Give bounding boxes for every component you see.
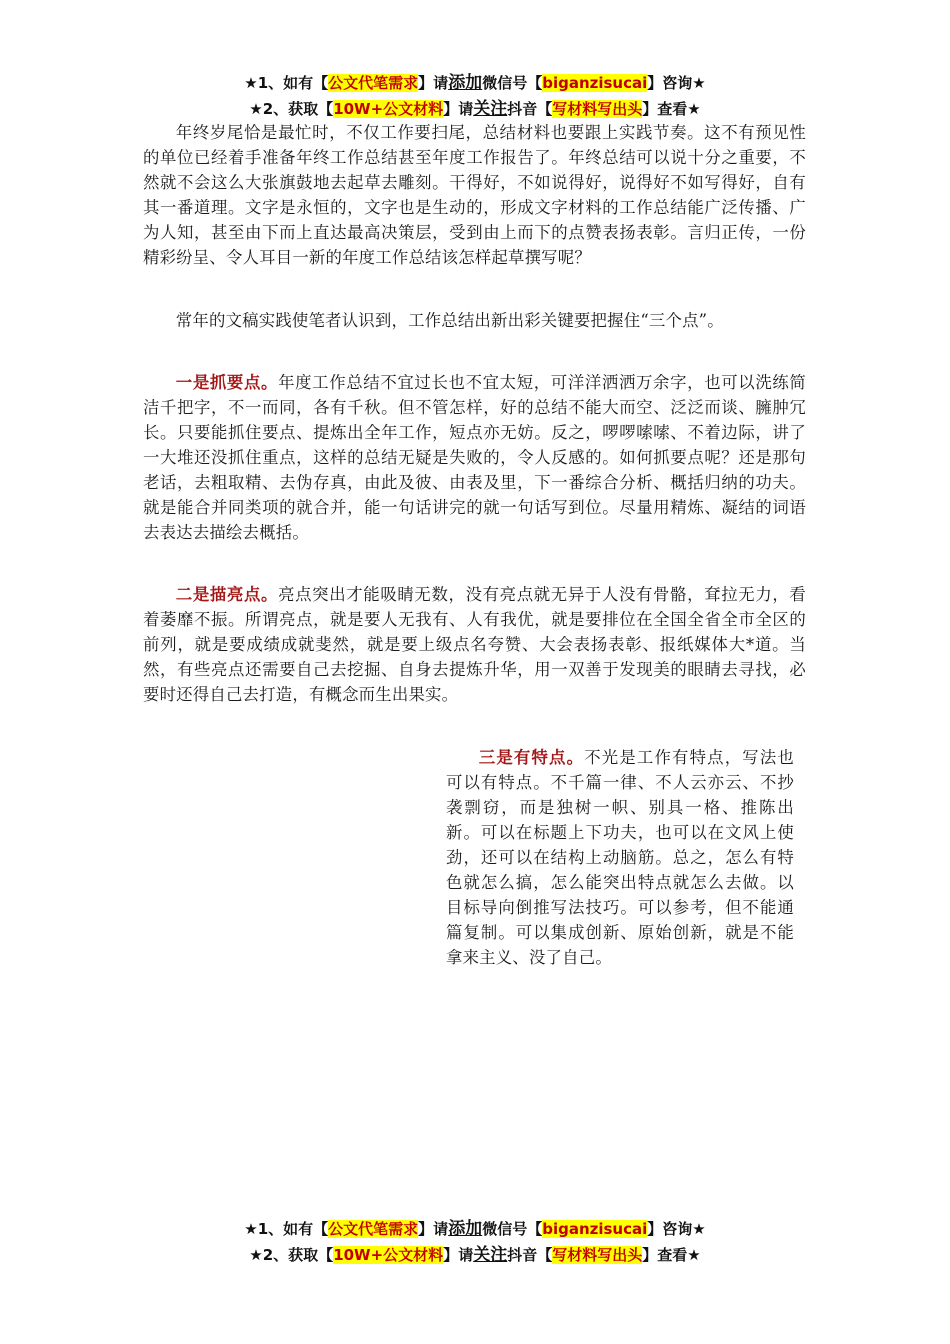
promo-text: 】咨询★	[647, 74, 706, 92]
promo-text: 】查看★	[642, 1246, 701, 1264]
promo-line-2	[0, 96, 950, 122]
promo-text: 微信号【	[482, 74, 543, 92]
promo-text: ★1、如有【	[244, 74, 329, 92]
promo-emphasis: 添加	[448, 73, 483, 93]
promo-line-2	[0, 1242, 950, 1268]
promo-line-1	[0, 1216, 950, 1242]
promo-text: ★2、获取【	[249, 1246, 334, 1264]
point-three-heading: 三是有特点。	[478, 748, 585, 767]
promo-emphasis: 关注	[473, 1245, 508, 1265]
intro-paragraph: 年终岁尾恰是最忙时，不仅工作要扫尾，总结材料也要跟上实践节奏。这不有预见性的单位已经着手准备年终工作总结甚至年度工作报告了。年终总结可以说十分之重要，不然就不会这么大张旗鼓地去起草去雕刻。干得好，不如说得好，说得好不如写得好，自有其一番道理。文字是永恒的，文字也是生动的，形成文字材料的工作总结能广泛传播、广为人知，甚至由下而上直达最高决策层，受到由上而下的点赞表扬表彰。言归正传，一份精彩纷呈、令人耳目一新的年度工作总结该怎样起草撰写呢？	[143, 123, 806, 267]
point-one-body: 年度工作总结不宜过长也不宜太短，可洋洋洒洒万余字，也可以洗练简洁千把字，不一而同，各有千秋。但不管怎样，好的总结不能大而空、泛泛而谈、臃肿冗长。只要能抓住要点、提炼出全年工作，短点亦无妨。反之，啰啰嗦嗦、不着边际，讲了一大堆还没抓住重点，这样的总结无疑是失败的，令人反感的。如何抓要点呢？还是那句老话，去粗取精、去伪存真，由此及彼、由表及里，下一番综合分析、概括归纳的功夫。就是能合并同类项的就合并，能一句话讲完的就一句话写到位。尽量用精炼、凝结的词语去表达去描绘去概括。	[143, 373, 807, 542]
promo-line-1	[0, 70, 950, 96]
point-two-heading: 二是描亮点。	[175, 585, 279, 604]
promo-text: 】请	[443, 1246, 474, 1264]
promo-text: 】请	[418, 1220, 449, 1238]
point-three-body: 不光是工作有特点，写法也可以有特点。不千篇一律、不人云亦云、不抄袭剽窃，而是独树一帜、别具一格、推陈出新。可以在标题上下功夫，也可以在文风上使劲，还可以在结构上动脑筋。总之，怎么有特色就怎么搞，怎么能突出特点就怎么去做。以目标导向倒推写法技巧。可以参考，但不能通篇复制。可以集成创新、原始创新，就是不能拿来主义、没了自己。	[446, 748, 794, 967]
promo-text: 】咨询★	[647, 1220, 706, 1238]
point-one-paragraph	[143, 370, 806, 545]
promo-text: 】查看★	[642, 100, 701, 118]
promo-highlight: biganzisucai	[542, 1220, 648, 1238]
promo-text: 】请	[418, 74, 449, 92]
promo-text: ★1、如有【	[244, 1220, 329, 1238]
promo-highlight: 公文代笔需求	[328, 74, 419, 92]
promo-text: 抖音【	[507, 1246, 553, 1264]
promo-text: 】请	[443, 100, 474, 118]
point-three-paragraph	[446, 745, 794, 970]
point-two-paragraph	[143, 582, 806, 707]
promo-emphasis: 添加	[448, 1219, 483, 1239]
promo-highlight: 10W+公文材料	[333, 100, 444, 118]
promo-text: ★2、获取【	[249, 100, 334, 118]
promo-highlight: biganzisucai	[542, 74, 648, 92]
promo-text: 微信号【	[482, 1220, 543, 1238]
thesis-paragraph: 常年的文稿实践使笔者认识到，工作总结出新出彩关键要把握住“三个点”。	[175, 311, 724, 330]
promo-highlight: 写材料写出头	[552, 100, 643, 118]
point-two-body: 亮点突出才能吸睛无数，没有亮点就无异于人没有骨骼，耷拉无力，看着萎靡不振。所谓亮点，就是要人无我有、人有我优，就是要排位在全国全省全市全区的前列，就是要成绩成就斐然，就是要上级点名夸赞、大会表扬表彰、报纸媒体大*道。当然，有些亮点还需要自己去挖掘、自身去提炼升华，用一双善于发现美的眼睛去寻找，必要时还得自己去打造，有概念而生出果实。	[143, 585, 807, 704]
promo-emphasis: 关注	[473, 99, 508, 119]
point-one-heading: 一是抓要点。	[175, 373, 279, 392]
promo-highlight: 10W+公文材料	[333, 1246, 444, 1264]
promo-highlight: 公文代笔需求	[328, 1220, 419, 1238]
promo-banner-top	[0, 70, 950, 122]
promo-highlight: 写材料写出头	[552, 1246, 643, 1264]
promo-text: 抖音【	[507, 100, 553, 118]
promo-banner-bottom	[0, 1216, 950, 1268]
